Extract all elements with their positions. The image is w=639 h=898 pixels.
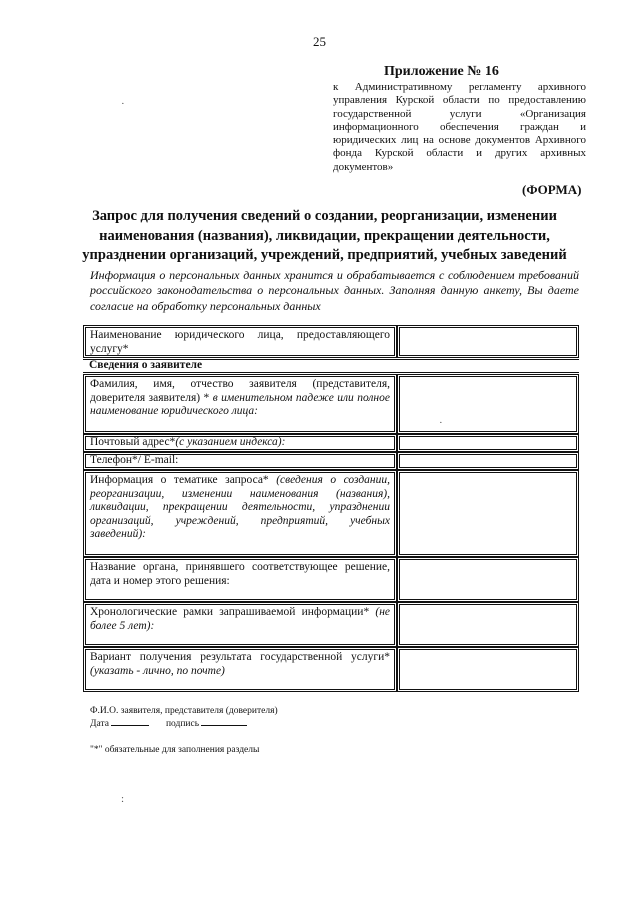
signature-label: подпись	[165, 719, 200, 729]
required-note: "*" обязательные для заполнения разделы	[90, 745, 260, 755]
page-number: 25	[313, 34, 326, 49]
postal-address-field[interactable]	[397, 434, 579, 452]
form-label: (ФОРМА)	[522, 182, 582, 197]
date-signature-line	[90, 719, 247, 729]
scan-mark: ·	[121, 98, 125, 110]
appendix-text: к Административному регламенту архивного управления Курской области по предоставлению государственной услуги «Организация информационного обеспечения граждан и юридических лиц на основе документов Архивного фонда Курской области и других архивных документов»	[333, 81, 586, 173]
authority-field[interactable]	[397, 557, 579, 602]
phone-email-label: Телефон*/ E-mail:	[90, 454, 179, 466]
applicant-name-label: Фамилия, имя, отчество заявителя (представителя, доверителя заявителя) * в именительном падеже или полное наименование юридического лица:	[90, 378, 390, 418]
postal-address-label: Почтовый адрес*(с указанием индекса):	[90, 436, 286, 448]
date-label: Дата	[90, 719, 109, 729]
privacy-notice: Информация о персональных данных хранится и обрабатывается с соблюдением требований российского законодательства о персональных данных. Заполняя данную анкету, Вы даете согласие на обработку персональных данных	[90, 268, 579, 313]
provider-value-field[interactable]	[397, 325, 579, 358]
signatory-label: Ф.И.О. заявителя, представителя (доверителя)	[90, 706, 278, 716]
scan-mark: :	[121, 793, 125, 805]
time-range-label: Хронологические рамки запрашиваемой информации* (не более 5 лет):	[90, 606, 391, 632]
provider-label: Наименование юридического лица, предоставляющего услугу*	[90, 329, 390, 355]
date-blank[interactable]	[111, 725, 149, 726]
document-title: Запрос для получения сведений о создании, реорганизации, изменении наименования (названия), ликвидации, прекращении деятельности, упразднении организаций, учреждений, предприятий, учебных заведений	[82, 208, 567, 263]
authority-label: Название органа, принявшего соответствующее решение, дата и номер этого решения:	[90, 561, 390, 587]
applicant-name-field[interactable]	[397, 374, 579, 434]
topic-field[interactable]	[397, 470, 579, 557]
section-header: Сведения о заявителе	[89, 359, 203, 371]
appendix-title: Приложение № 16	[384, 64, 499, 79]
time-range-field[interactable]	[397, 602, 579, 647]
delivery-label: Вариант получения результата государственной услуги* (указать - лично, по почте)	[90, 651, 390, 677]
signature-blank[interactable]	[201, 725, 247, 726]
phone-email-field[interactable]	[397, 452, 579, 470]
delivery-field[interactable]	[397, 647, 579, 692]
topic-label: Информация о тематике запроса* (сведения о создании, реорганизации, изменении наименования (названия), ликвидации, прекращении деятельности, упразднении организаций, учреждений, предприятий, учебных заведений):	[90, 474, 390, 541]
scan-mark: ·	[439, 417, 443, 429]
